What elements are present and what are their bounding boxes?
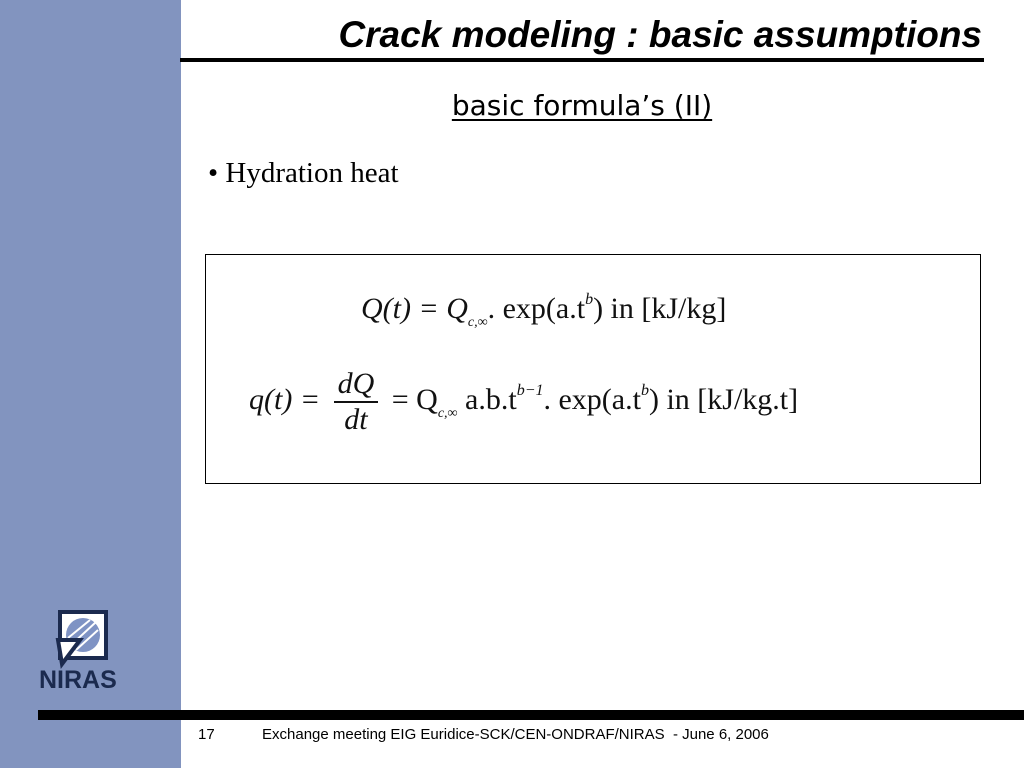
slide-page-number: 17 — [198, 726, 215, 743]
bullet-hydration-heat: • Hydration heat — [208, 157, 399, 189]
niras-logo-text: NIRAS — [39, 666, 117, 694]
equation-heat-rate: q(t) = $\frac{dQ}{dt}$ = $Q_{c,\infty}$ $a.b.t^{b-1}$. $\exp(a.t^b)$ in [kJ/kg.t] — [249, 367, 799, 436]
slide-title: Crack modeling : basic assumptions — [180, 12, 984, 62]
formula-box — [205, 254, 981, 484]
equation-cumulative-heat: $Q(t) = Q_{c,\infty}$. $\exp(a.t^b)$ in [kJ/kg] — [361, 291, 727, 330]
derivative-fraction: $\frac{dQ}{dt}$ — [334, 367, 379, 437]
slide-subtitle: basic formula’s (II) — [451, 89, 713, 122]
footer-divider — [38, 710, 1024, 720]
footer-caption: Exchange meeting EIG Euridice-SCK/CEN-ONDRAF/NIRAS - June 6, 2006 — [262, 726, 769, 743]
